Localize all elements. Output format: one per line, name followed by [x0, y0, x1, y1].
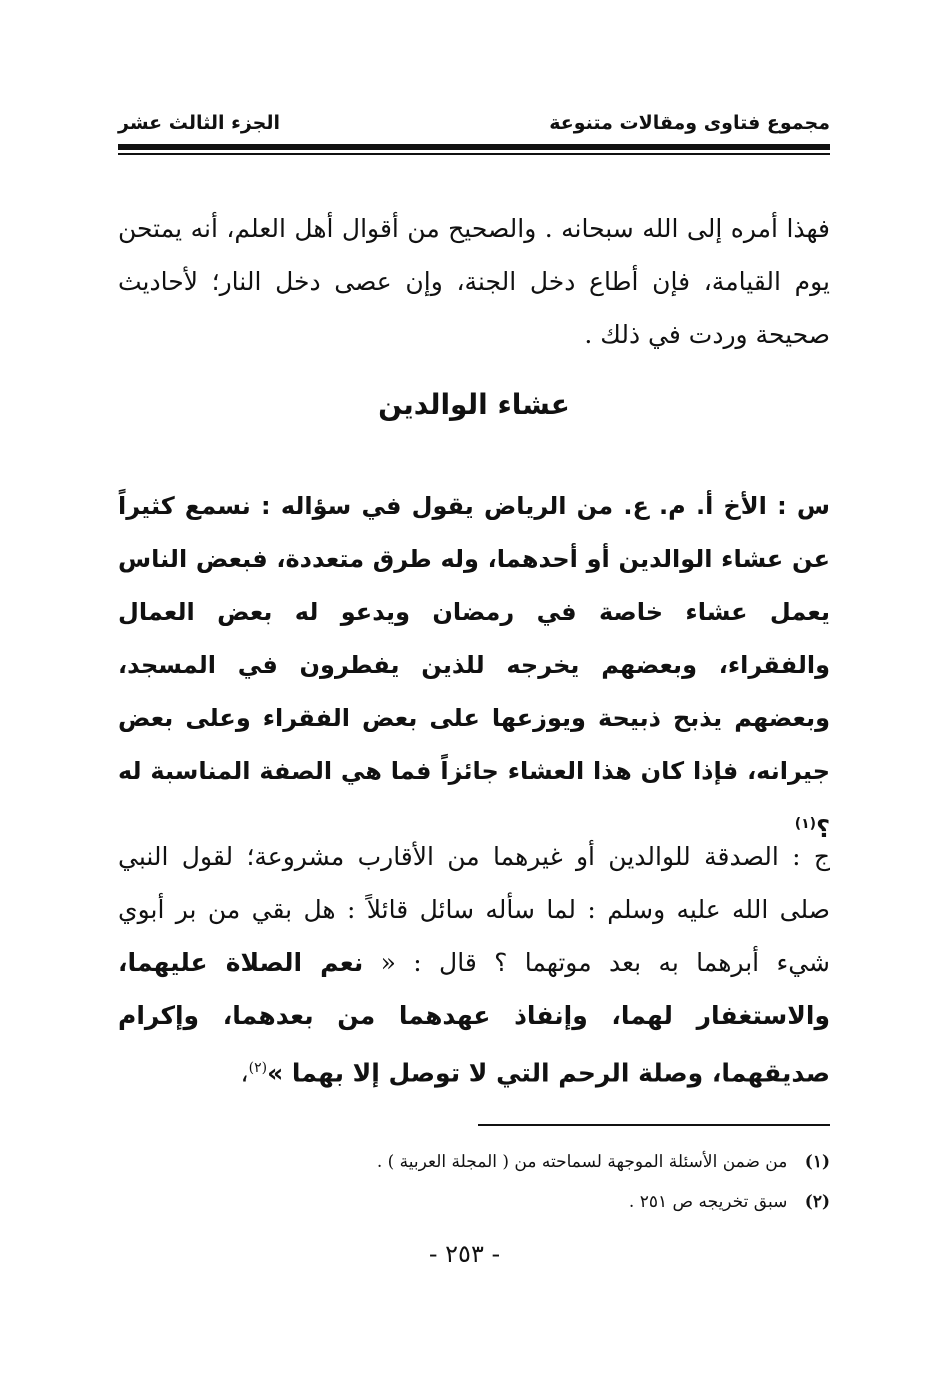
footnote-2 — [230, 1192, 830, 1212]
book-title: مجموع فتاوى ومقالات متنوعة — [549, 112, 830, 134]
footnote-separator — [478, 1124, 830, 1126]
opening-paragraph: فهذا أمره إلى الله سبحانه . والصحيح من أقوال أهل العلم، أنه يمتحن يوم القيامة، فإن أطاع دخل الجنة، وإن عصى دخل النار؛ لأحاديث صحيحة وردت في ذلك . — [118, 214, 830, 349]
header-rule-thick — [118, 144, 830, 150]
footnote-1-number: (١) — [804, 1152, 830, 1172]
answer-text: ج : الصدقة للوالدين أو غيرهما من الأقارب مشروعة؛ لقول النبي صلى الله عليه وسلم : لما سأله سائل قائلاً : هل بقي من بر أبوي شيء أبرهما به بعد موتهما ؟ قال : « — [118, 842, 830, 977]
hadith-quote: نعم الصلاة عليهما، والاستغفار لهما، وإنفاذ عهدهما من بعدهما، وإكرام صديقهما، وصلة الرحم التي لا توصل إلا بهما » — [118, 948, 830, 1088]
footnote-2-number: (٢) — [804, 1192, 830, 1212]
page-number: - ٢٥٣ - — [428, 1240, 501, 1268]
answer-trail: ، — [240, 1058, 249, 1088]
header-rule-thin — [118, 153, 830, 155]
footnote-1 — [230, 1152, 830, 1172]
footnote-1-text: من ضمن الأسئلة الموجهة لسماحته من ( المجلة العربية ) . — [376, 1152, 788, 1172]
question-paragraph — [118, 480, 830, 856]
answer-paragraph — [118, 830, 830, 1099]
question-text: س : الأخ أ. م. ع. من الرياض يقول في سؤاله : نسمع كثيراً عن عشاء الوالدين أو أحدهما، وله طرق متعددة، فبعض الناس يعمل عشاء خاصة في رمضان ويدعو له بعض العمال والفقراء، وبعضهم يخرجه للذين يفطرون في المسجد، وبعضهم يذبح ذبيحة ويوزعها على بعض الفقراء وعلى بعض جيرانه، فإذا كان هذا العشاء جائزاً فما هي الصفة المناسبة له ؟ — [118, 492, 830, 843]
footnote-ref-1: (١) — [794, 816, 817, 832]
running-header — [118, 112, 830, 142]
footnote-ref-2: (٢) — [248, 1060, 268, 1076]
footnote-2-text: سبق تخريجه ص ٢٥١ . — [628, 1192, 788, 1212]
section-title: عشاء الوالدين — [378, 388, 570, 421]
volume-title: الجزء الثالث عشر — [118, 112, 281, 134]
